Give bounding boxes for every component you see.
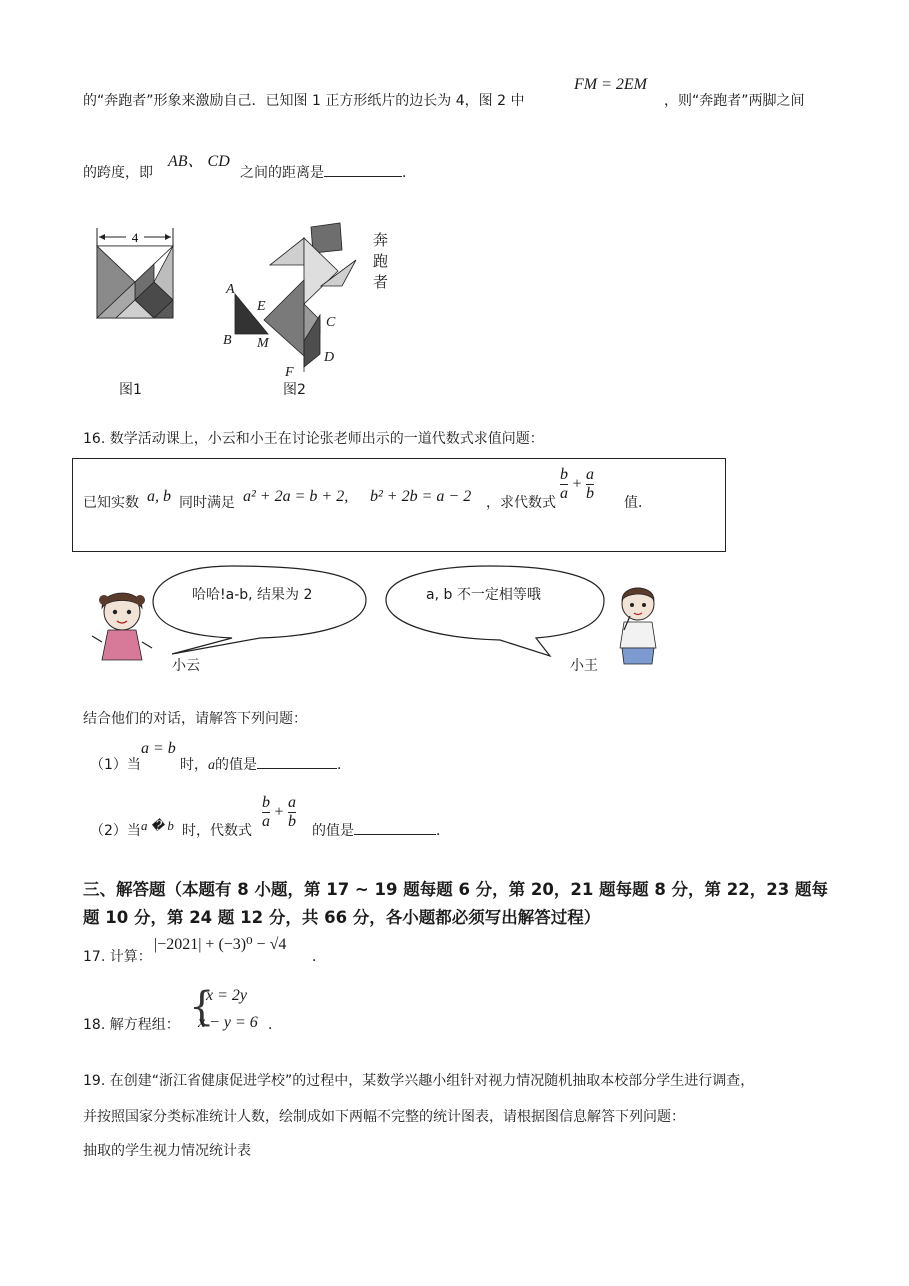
bubble-left-text: 哈哈!a-b, 结果为 2: [192, 587, 313, 603]
girl-xiaoyun-avatar: [92, 593, 152, 660]
section3-heading-line1: 三、解答题（本题有 8 小题，第 17 ~ 19 题每题 6 分，第 20，21 题每题 8 分，第 22，23 题每: [83, 880, 828, 899]
q16-box-fraction-expr: [560, 466, 594, 503]
fig1-arrowhead-right: [165, 234, 171, 240]
q15-line2-post: [240, 162, 416, 182]
fig2-title-char-2: 跑: [373, 252, 389, 270]
q16-sub2-math: a � b: [141, 818, 174, 833]
q16-sub2-frac-b-over-a: [262, 794, 270, 831]
q16-sub2-answer-blank[interactable]: [354, 820, 436, 835]
bubble-right: [386, 566, 604, 656]
q16-frac2-num: a: [585, 466, 594, 483]
q16-frac1-num: b: [560, 466, 568, 483]
fig2-label-e: E: [257, 299, 266, 314]
fig2-label-f: F: [285, 365, 294, 380]
q16-frac-a-over-b: [586, 466, 594, 503]
q19-line2: 并按照国家分类标准统计人数，绘制成如下两幅不完整的统计图表，请根据图信息解答下列问题：: [83, 1109, 685, 1125]
q18-brace: {: [189, 984, 215, 1030]
q16-sub1-var: a: [208, 758, 215, 773]
fig2-torso: [264, 280, 304, 356]
fig2-arm-left: [270, 238, 304, 265]
q18-end: ．: [268, 1017, 282, 1033]
q16-sub2-mid: 时，代数式: [182, 823, 252, 839]
q16-sub2-fraction-expr: [262, 794, 296, 831]
fig2-title-char-1: 奔: [373, 231, 389, 249]
fig2-label-m: M: [257, 336, 269, 351]
fig2-label-a: A: [226, 282, 235, 297]
q16-sub2-end: ．: [436, 823, 450, 839]
fig2-title-char-3: 者: [373, 273, 389, 291]
q16-box-p4: 值．: [624, 495, 652, 511]
q16-sub1-answer-blank[interactable]: [257, 754, 337, 769]
q16-box-p1: 已知实数: [83, 495, 139, 511]
q16-sub2-post: 的值是: [312, 823, 354, 839]
fig2-title-vertical: [373, 230, 391, 293]
q16-box-vars: a, b: [147, 488, 171, 505]
q16-sub1-math: a = b: [141, 740, 176, 757]
q16-box-eq2: b² + 2b = a − 2: [370, 488, 472, 505]
q16-sub1-mid: 时，: [180, 757, 208, 773]
q17-label: 17. 计算：: [83, 949, 152, 965]
q18-label: 18. 解方程组：: [83, 1017, 180, 1033]
q15-line1-text: 的“奔跑者”形象来激励自己．已知图 1 正方形纸片的边长为 4，图 2 中: [83, 93, 525, 109]
q17-expression: |−2021| + (−3)⁰ − √4: [154, 936, 287, 953]
q19-table-title: 抽取的学生视力情况统计表: [83, 1143, 251, 1159]
q16-frac-plus: +: [572, 475, 582, 493]
fig1-side-label: 4: [131, 230, 139, 245]
q19-line1: 19. 在创建“浙江省健康促进学校”的过程中，某数学兴趣小组针对视力情况随机抽取本校部分学生进行调查，: [83, 1073, 755, 1089]
q15-line1-post: ，则“奔跑者”两脚之间: [664, 93, 805, 109]
figure-1-tangram-square: [92, 226, 182, 322]
fig1-caption: 图1: [119, 382, 142, 398]
fig2-label-c: C: [326, 315, 336, 330]
fig2-label-b: B: [223, 333, 232, 348]
q16-stem: 16. 数学活动课上，小云和小王在讨论张老师出示的一道代数式求值问题：: [83, 431, 544, 447]
fig2-label-d: D: [324, 350, 335, 365]
q16-sub2-frac-a-over-b: [288, 794, 296, 831]
fig2-caption: 图2: [283, 382, 306, 398]
bubble-left: [153, 566, 366, 654]
figure-2-runner: [218, 220, 398, 395]
q15-fm-equation: FM = 2EM: [574, 76, 647, 93]
q16-sub2-frac2-num: a: [287, 794, 296, 811]
section3-heading-line2: 题 10 分，第 24 题 12 分，共 66 分，各小题都必须写出解答过程）: [83, 908, 601, 927]
q16-sub2-label: （2）当: [90, 823, 141, 839]
q16-sub2-plus: +: [274, 803, 284, 821]
q18-eq1: x = 2y: [206, 987, 247, 1004]
q16-sub2-rest: [312, 820, 450, 840]
q15-line2-end: ．: [402, 165, 416, 181]
fig2-head-square: [311, 223, 342, 253]
q15-answer-blank[interactable]: [324, 162, 402, 177]
q16-box-p2: 同时满足: [179, 495, 235, 511]
bubble-right-text: a, b 不一定相等哦: [426, 587, 541, 603]
q16-sub1-rest: [180, 754, 351, 774]
q16-sub2-frac2-den: b: [287, 813, 296, 830]
q15-line1: [83, 90, 524, 110]
q16-frac1-den: a: [560, 485, 568, 502]
name-xiaowang: 小王: [570, 658, 598, 674]
q16-instruction: 结合他们的对话，请解答下列问题：: [83, 711, 307, 727]
q16-frac-b-over-a: [560, 466, 568, 503]
q18-eq2: x − y = 6: [198, 1014, 258, 1031]
q16-box-eq1: a² + 2a = b + 2,: [243, 488, 349, 505]
q16-box-p3: ，求代数式: [486, 495, 556, 511]
q17-end: ．: [312, 949, 326, 965]
name-xiaoyun: 小云: [172, 658, 200, 674]
q16-sub1-label: （1）当: [90, 757, 141, 773]
q16-sub2-frac1-num: b: [262, 794, 270, 811]
q16-sub1-post: 的值是: [215, 757, 257, 773]
q16-sub2-frac1-den: a: [262, 813, 270, 830]
boy-xiaowang-avatar: [620, 588, 656, 664]
q15-ab-cd: AB、 CD: [168, 153, 230, 170]
fig1-arrowhead-left: [99, 234, 105, 240]
q16-frac2-den: b: [585, 485, 594, 502]
q15-line2-post-text: 之间的距离是: [240, 165, 324, 181]
q16-sub1-end: ．: [337, 757, 351, 773]
q15-line2-pre: 的跨度，即: [83, 165, 153, 181]
